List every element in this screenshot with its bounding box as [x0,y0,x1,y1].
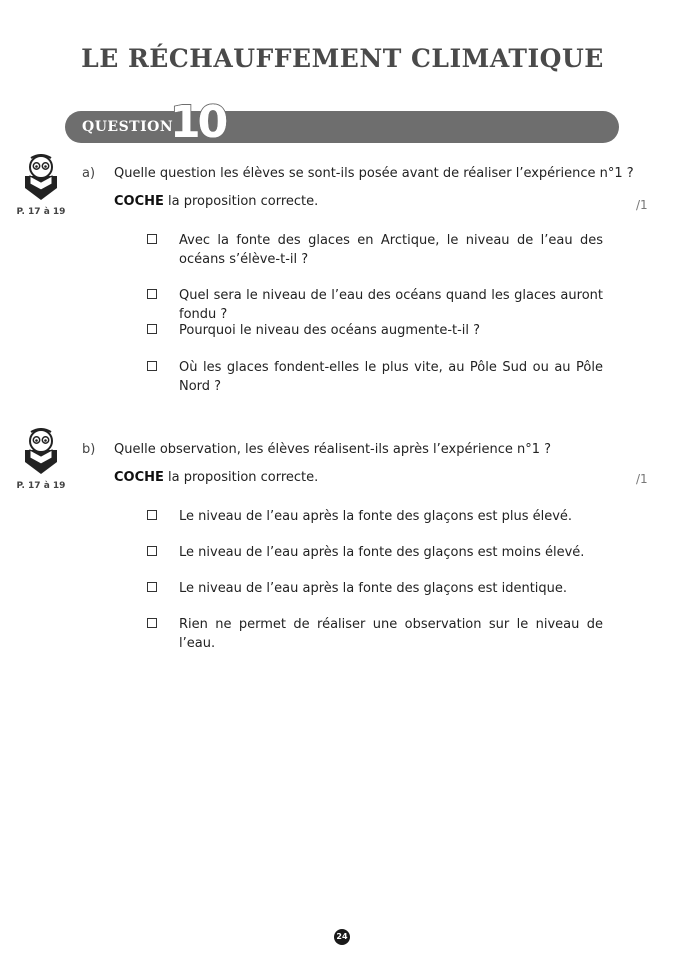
question-label: QUESTION [82,119,174,135]
reading-mascot-icon [23,428,59,474]
option-text: Rien ne permet de réaliser une observation sur le niveau de l’eau. [179,617,603,651]
instruction [114,470,318,485]
part-letter: a) [82,166,96,181]
instruction [114,194,318,209]
part-letter: b) [82,442,96,457]
checkbox-empty-icon[interactable] [147,289,157,299]
option-text: Où les glaces fondent-elles le plus vite, au Pôle Sud ou au Pôle Nord ? [179,360,603,394]
score-marker: /1 [636,198,648,212]
option-text: Quel sera le niveau de l’eau des océans quand les glaces auront fondu ? [179,288,603,322]
question-banner [65,97,619,148]
page-number: 24 [334,929,350,945]
instruction-verb: COCHE [114,194,164,209]
checkbox-empty-icon[interactable] [147,234,157,244]
instruction-text: la proposition correcte. [163,470,319,485]
question-stem: Quelle observation, les élèves réalisent-ils après l’expérience n°1 ? [114,442,552,457]
checkbox-empty-icon[interactable] [147,510,157,520]
checkbox-empty-icon[interactable] [147,361,157,371]
page-reference: P. 17 à 19 [16,207,66,217]
page-reference: P. 17 à 19 [16,481,66,491]
page-title: LE RÉCHAUFFEMENT CLIMATIQUE [81,44,604,73]
checkbox-empty-icon[interactable] [147,324,157,334]
checkbox-empty-icon[interactable] [147,618,157,628]
option-text: Le niveau de l’eau après la fonte des glaçons est moins élevé. [179,545,585,560]
instruction-text: la proposition correcte. [163,194,319,209]
checkbox-empty-icon[interactable] [147,582,157,592]
reading-mascot-icon [23,154,59,200]
option-text: Avec la fonte des glaces en Arctique, le niveau de l’eau des océans s’élève-t-il ? [179,233,603,267]
instruction-verb: COCHE [114,470,164,485]
option-text: Pourquoi le niveau des océans augmente-t-il ? [179,323,481,338]
option-text: Le niveau de l’eau après la fonte des glaçons est plus élevé. [179,509,573,524]
checkbox-empty-icon[interactable] [147,546,157,556]
question-stem: Quelle question les élèves se sont-ils posée avant de réaliser l’expérience n°1 ? [114,166,634,181]
option-text: Le niveau de l’eau après la fonte des glaçons est identique. [179,581,568,596]
score-marker: /1 [636,472,648,486]
question-number: 10 [170,97,226,148]
